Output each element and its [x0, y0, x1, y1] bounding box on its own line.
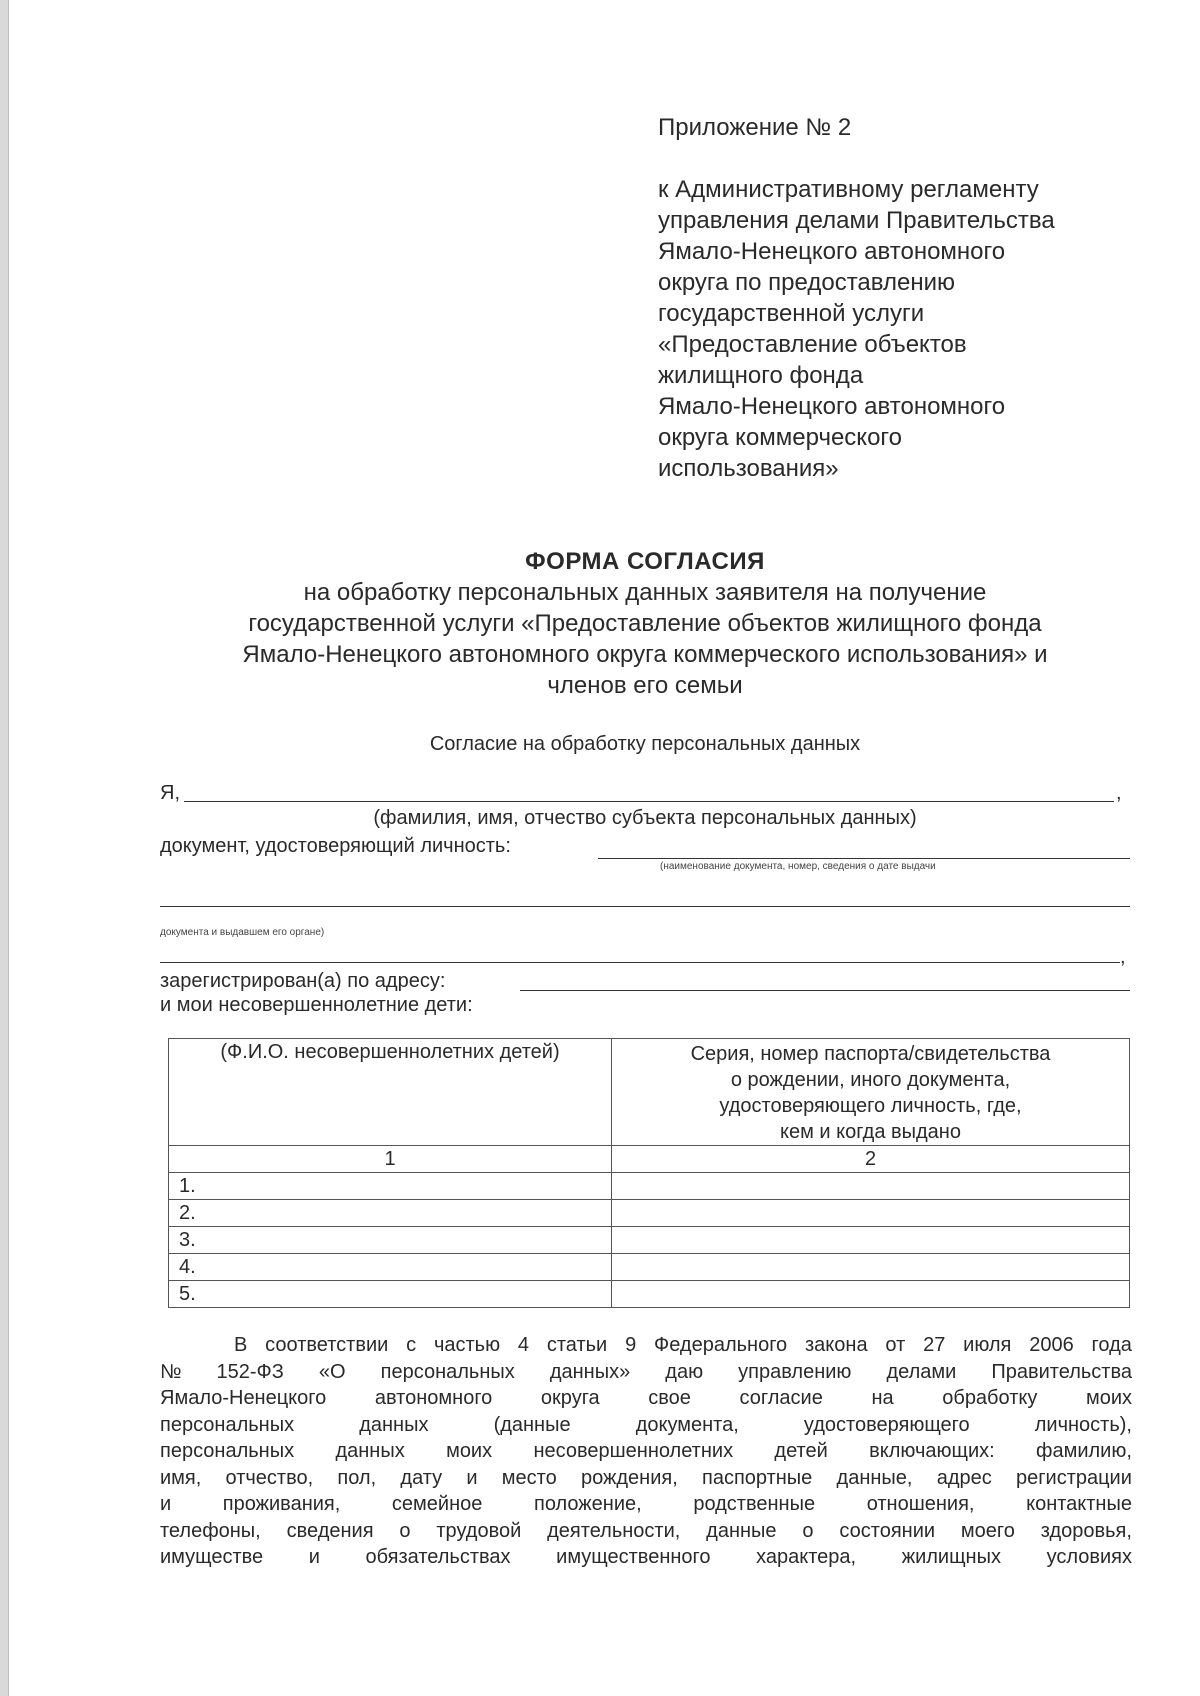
table-header-fio: (Ф.И.О. несовершеннолетних детей) [169, 1039, 612, 1146]
paragraph-word: имуществе [160, 1546, 264, 1568]
paragraph-word: жилищных [901, 1546, 1001, 1568]
consent-paragraph [160, 1332, 1132, 1571]
paragraph-word: года [1091, 1334, 1132, 1356]
form-title: ФОРМА СОГЛАСИЯ [525, 548, 765, 575]
paragraph-word: документа, [635, 1413, 739, 1436]
paragraph-word: Правительства [991, 1360, 1132, 1383]
appendix-line: жилищного фонда [658, 362, 864, 389]
address-field[interactable] [520, 972, 1130, 991]
form-subtitle-line: членов его семьи [547, 672, 743, 699]
paragraph-word: моих [1085, 1387, 1132, 1409]
document-hint-2: документа и выдавшем его органе) [160, 927, 325, 938]
document-comma: , [1120, 946, 1126, 968]
paragraph-word: личность), [1034, 1413, 1132, 1436]
consent-heading: Согласие на обработку персональных данных [429, 733, 861, 755]
table-row [169, 1254, 1130, 1281]
paragraph-word: 2006 [1029, 1334, 1074, 1356]
form-subtitle-line: Ямало-Ненецкого автономного округа коммерческого использования» и [242, 641, 1048, 668]
paragraph-word: июля [963, 1334, 1012, 1356]
table-row-fio-cell[interactable]: 1. [169, 1173, 612, 1200]
paragraph-word: 152-ФЗ [216, 1360, 284, 1383]
paragraph-line [160, 1491, 1132, 1518]
table-row-document-cell[interactable] [612, 1227, 1130, 1254]
paragraph-word: данных [335, 1440, 405, 1462]
paragraph-word: 9 [625, 1334, 637, 1356]
paragraph-line [160, 1544, 1132, 1571]
table-header-document-line: о рождении, иного документа, [730, 1069, 1011, 1091]
paragraph-word: «О [318, 1360, 346, 1383]
paragraph-word: родственные [693, 1493, 816, 1515]
fio-field[interactable] [184, 781, 1114, 802]
table-row [169, 1173, 1130, 1200]
table-col-number: 1 [169, 1146, 612, 1173]
address-label: зарегистрирован(а) по адресу: [160, 970, 446, 992]
paragraph-line [160, 1438, 1132, 1465]
paragraph-word: частью [433, 1334, 501, 1356]
paragraph-word: данные, [836, 1466, 913, 1489]
document-field-line-2[interactable] [160, 888, 1130, 907]
paragraph-word: паспортные [702, 1466, 813, 1489]
paragraph-word: семейное [391, 1493, 483, 1515]
appendix-line: округа по предоставлению [658, 269, 955, 296]
document-hint: (наименование документа, номер, сведения о дате выдачи [660, 861, 936, 872]
paragraph-word: Федерального [654, 1334, 788, 1356]
appendix-line: государственной услуги [658, 300, 925, 327]
paragraph-word: № [160, 1360, 182, 1383]
paragraph-word: несовершеннолетних [533, 1440, 734, 1462]
appendix-line: округа коммерческого [658, 424, 902, 451]
paragraph-word: Ямало-Ненецкого [160, 1387, 327, 1409]
appendix-line: Ямало-Ненецкого автономного [658, 393, 1006, 420]
paragraph-word: отчество, [225, 1466, 314, 1489]
paragraph-word: о [399, 1519, 411, 1542]
paragraph-line [160, 1332, 1132, 1359]
paragraph-word: свое [648, 1387, 691, 1409]
paragraph-word: контактные [1026, 1493, 1132, 1515]
document-field[interactable] [598, 838, 1130, 859]
paragraph-line [160, 1518, 1132, 1545]
paragraph-word: включающих: [869, 1440, 995, 1462]
paragraph-word: деятельности, [547, 1519, 681, 1542]
table-header-document [612, 1039, 1130, 1146]
paragraph-word: отношения, [866, 1493, 975, 1515]
paragraph-word: удостоверяющего [803, 1413, 970, 1436]
paragraph-word: статьи [546, 1334, 608, 1356]
paragraph-word: детей [774, 1440, 828, 1462]
paragraph-word: управлению [738, 1360, 852, 1383]
paragraph-word: данных [359, 1413, 429, 1436]
table-row-document-cell[interactable] [612, 1173, 1130, 1200]
form-title-block [160, 546, 1130, 701]
table-row-document-cell[interactable] [612, 1254, 1130, 1281]
fio-caption: (фамилия, имя, отчество субъекта персональных данных) [373, 807, 917, 829]
paragraph-word: обработку [942, 1387, 1038, 1409]
paragraph-word: 4 [517, 1334, 530, 1356]
table-row [169, 1281, 1130, 1308]
paragraph-word: проживания, [222, 1493, 341, 1515]
children-label: и мои несовершеннолетние дети: [160, 994, 473, 1016]
form-subtitle-line: государственной услуги «Предоставление объектов жилищного фонда [248, 610, 1042, 637]
paragraph-word: на [871, 1387, 894, 1409]
paragraph-word: имя, [160, 1466, 202, 1489]
table-header-row [169, 1039, 1130, 1146]
appendix-line: управления делами Правительства [658, 207, 1055, 234]
table-row-document-cell[interactable] [612, 1200, 1130, 1227]
paragraph-word: пол, [337, 1466, 377, 1489]
paragraph-line [160, 1385, 1132, 1412]
table-header-document-line: удостоверяющего личность, где, [719, 1095, 1022, 1117]
page-left-edge [0, 0, 8, 1696]
paragraph-word: округа [540, 1387, 600, 1409]
paragraph-word: рождения, [580, 1466, 678, 1489]
paragraph-word: персональных [160, 1440, 295, 1462]
appendix-number: Приложение № 2 [658, 114, 852, 141]
children-table [168, 1038, 1130, 1308]
paragraph-word: (данные [493, 1413, 571, 1436]
paragraph-word: и [308, 1546, 320, 1568]
paragraph-word: автономного [374, 1387, 493, 1409]
paragraph-line [160, 1465, 1132, 1492]
paragraph-word: адрес [936, 1466, 992, 1489]
paragraph-word: и [160, 1493, 172, 1515]
paragraph-word: согласие [739, 1387, 823, 1409]
appendix-line: использования» [658, 455, 839, 482]
paragraph-word: обязательствах [365, 1546, 511, 1568]
paragraph-word: имущественного [556, 1546, 711, 1568]
appendix-line: Ямало-Ненецкого автономного [658, 238, 1006, 265]
paragraph-word: персональных [160, 1413, 295, 1436]
table-header-document-line: Серия, номер паспорта/свидетельства [690, 1043, 1051, 1065]
table-row [169, 1227, 1130, 1254]
paragraph-word: сведения [286, 1519, 374, 1542]
table-row-fio-cell[interactable]: 2. [169, 1200, 612, 1227]
paragraph-word: о [802, 1519, 814, 1542]
paragraph-word: условиях [1046, 1546, 1132, 1568]
table-row [169, 1200, 1130, 1227]
paragraph-word: здоровья, [1040, 1519, 1132, 1542]
paragraph-word: состоянии [839, 1519, 936, 1542]
paragraph-word: фамилию, [1036, 1440, 1132, 1462]
paragraph-word: телефоны, [160, 1519, 261, 1542]
appendix-line: к Административному регламенту [658, 176, 1039, 203]
appendix-line: «Предоставление объектов [658, 331, 967, 358]
table-number-row [169, 1146, 1130, 1173]
fio-comma: , [1116, 782, 1122, 804]
table-col-number: 2 [612, 1146, 1130, 1173]
paragraph-word: В [234, 1334, 248, 1356]
table-header-document-line: кем и когда выдано [780, 1121, 961, 1143]
paragraph-word: данные [706, 1519, 777, 1542]
table-row-fio-cell[interactable]: 3. [169, 1227, 612, 1254]
paragraph-word: персональных [380, 1360, 515, 1383]
table-row-document-cell[interactable] [612, 1281, 1130, 1308]
table-row-fio-cell[interactable]: 5. [169, 1281, 612, 1308]
paragraph-line [160, 1359, 1132, 1386]
paragraph-line [160, 1412, 1132, 1439]
i-label: Я, [160, 782, 180, 804]
paragraph-word: моего [960, 1519, 1015, 1542]
paragraph-word: положение, [534, 1493, 642, 1515]
form-subtitle-line: на обработку персональных данных заявителя на получение [303, 579, 987, 606]
paragraph-word: трудовой [436, 1519, 522, 1542]
paragraph-word: регистрации [1015, 1466, 1132, 1489]
paragraph-word: от [885, 1334, 906, 1356]
appendix-header [658, 112, 1128, 484]
table-row-fio-cell[interactable]: 4. [169, 1254, 612, 1281]
paragraph-word: даю [665, 1360, 704, 1383]
paragraph-word: закона [805, 1334, 868, 1356]
paragraph-word: дату [400, 1466, 443, 1489]
paragraph-word: и [466, 1466, 478, 1489]
paragraph-word: место [501, 1466, 557, 1489]
paragraph-word: с [406, 1334, 417, 1356]
paragraph-word: данных» [549, 1360, 631, 1383]
page-edge-line [8, 0, 9, 1696]
paragraph-word: характера, [756, 1546, 857, 1568]
paragraph-word: делами [886, 1360, 957, 1383]
paragraph-word: 27 [923, 1334, 946, 1356]
document-field-line-3[interactable] [160, 944, 1120, 963]
paragraph-word: моих [446, 1440, 493, 1462]
paragraph-word: соответствии [265, 1334, 389, 1356]
document-label: документ, удостоверяющий личность: [160, 835, 511, 857]
